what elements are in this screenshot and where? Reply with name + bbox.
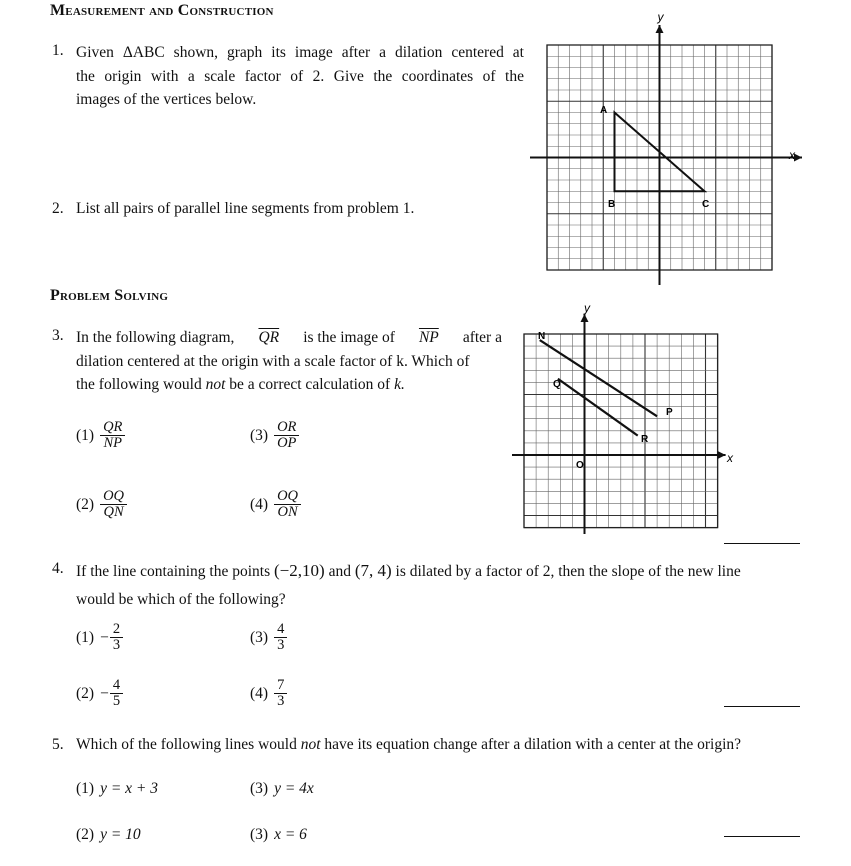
graph-1 — [530, 10, 810, 285]
question-5-text — [76, 736, 741, 754]
graph-2-x-label: x — [727, 451, 733, 465]
q5-choice-1[interactable] — [76, 780, 158, 798]
q4-line1-part-b: is dilated by a factor of 2, then the slope of the new line — [395, 563, 741, 580]
q4-answer-line[interactable] — [724, 706, 800, 707]
choice-label: (3) — [250, 628, 269, 646]
fraction-numerator: 7 — [277, 677, 285, 693]
fraction-numerator: 4 — [277, 621, 285, 637]
question-3-text — [76, 326, 502, 397]
q4-choice-2[interactable] — [76, 678, 123, 709]
fraction-denominator: 5 — [110, 693, 123, 709]
q5-choice-2[interactable] — [76, 826, 141, 844]
choice-label: (3) — [250, 426, 269, 444]
q3-choice-1[interactable] — [76, 420, 125, 451]
fraction-numerator: 4 — [112, 677, 121, 693]
q3-choice-3[interactable] — [250, 420, 299, 451]
q5-answer-line[interactable] — [724, 836, 800, 837]
graph-2-grid — [524, 334, 718, 528]
choice-label: (2) — [76, 684, 95, 702]
q4-point-2: (7, 4) — [354, 561, 392, 580]
segment-qr: $\overline{QR}$ — [258, 329, 280, 346]
vertex-a-label: A — [600, 105, 608, 116]
choice-label: (3) — [250, 780, 269, 797]
question-3-line-3 — [76, 373, 502, 397]
fraction-numerator: QR — [103, 419, 123, 435]
q4-line1-part-a: If the line containing the points — [76, 563, 271, 580]
question-1-text — [76, 41, 524, 112]
choice-fraction — [274, 489, 301, 520]
question-4-text — [76, 557, 806, 614]
q3-line3-part-b: be a correct calculation of — [229, 376, 391, 393]
question-1-line-3: images of the vertices below. — [76, 91, 257, 108]
segment-qr-line — [558, 379, 638, 436]
question-3-line-1 — [76, 326, 502, 350]
graph-1-y-label: y — [657, 10, 664, 24]
question-5-number: 5. — [52, 736, 64, 753]
y-axis-arrow — [581, 314, 589, 322]
question-1-number: 1. — [52, 42, 64, 59]
fraction-denominator: OP — [274, 435, 299, 451]
fraction-denominator: 3 — [274, 637, 287, 653]
choice-fraction — [100, 420, 125, 451]
question-2-text: List all pairs of parallel line segments from problem 1. — [76, 200, 415, 217]
q4-choice-4[interactable] — [250, 678, 287, 709]
question-3-line-2: dilation centered at the origin with a scale factor of k. Which of — [76, 352, 470, 370]
choice-fraction — [274, 622, 287, 653]
graph-1-x-label: x — [789, 148, 795, 162]
graph-2 — [508, 298, 748, 534]
q3-line1-part-a: In the following diagram, — [76, 329, 235, 346]
vertex-c-label: C — [702, 199, 710, 210]
choice-sign: − — [100, 684, 109, 702]
question-4-line-2: would be which of the following? — [76, 591, 286, 608]
choice-label: (1) — [76, 426, 95, 444]
q3-line1-part-b: is the image of — [303, 329, 395, 346]
x-axis-arrow — [718, 451, 726, 459]
q3-answer-line[interactable] — [724, 543, 800, 544]
fraction-numerator: OR — [277, 419, 297, 435]
choice-equation: y = 10 — [100, 826, 141, 843]
q4-choice-3[interactable] — [250, 622, 287, 653]
choice-label: (1) — [76, 628, 95, 646]
choice-label: (4) — [250, 495, 269, 513]
fraction-denominator: ON — [274, 504, 300, 520]
point-p-label: P — [666, 407, 673, 418]
choice-fraction — [274, 678, 287, 709]
q3-choice-2[interactable] — [76, 489, 127, 520]
x-axis-arrow — [794, 154, 802, 162]
choice-label: (4) — [250, 684, 269, 702]
choice-fraction — [274, 420, 299, 451]
point-q-label: Q — [553, 379, 561, 390]
graph-1-axes — [530, 25, 802, 285]
fraction-denominator: QN — [100, 504, 126, 520]
q3-variable-k: k. — [394, 376, 405, 393]
q3-not-emphasis: not — [205, 376, 226, 393]
choice-fraction — [110, 622, 123, 653]
vertex-b-label: B — [608, 199, 616, 210]
q3-choice-4[interactable] — [250, 489, 301, 520]
q5-choice-3b[interactable] — [250, 826, 307, 844]
choice-label: (3) — [250, 826, 269, 843]
question-4-number: 4. — [52, 560, 64, 577]
point-r-label: R — [641, 434, 649, 445]
question-1-line-1: Given ΔABC shown, graph its image after a dilation centered at — [76, 44, 524, 61]
fraction-denominator: 3 — [274, 693, 287, 709]
q5-text-part-b: have its equation change after a dilation with a center at the origin? — [324, 736, 742, 753]
choice-fraction — [110, 678, 123, 709]
fraction-numerator: 2 — [112, 621, 121, 637]
question-4-line-1 — [76, 557, 806, 586]
graph-2-y-label: y — [584, 301, 590, 315]
choice-label: (1) — [76, 780, 95, 797]
q3-line3-part-a: the following would — [76, 376, 202, 393]
q5-not-emphasis: not — [300, 736, 321, 753]
q4-choice-1[interactable] — [76, 622, 123, 653]
question-2-number: 2. — [52, 200, 64, 217]
choice-equation: y = x + 3 — [100, 780, 159, 797]
point-o-label: O — [576, 460, 584, 471]
question-1-line-2: the origin with a scale factor of 2. Give the coordinates of the — [76, 67, 524, 85]
q3-line1-part-c: after a — [462, 329, 502, 346]
q5-choice-3[interactable] — [250, 780, 314, 798]
segment-np: $\overline{NP}$ — [418, 329, 439, 346]
section-heading-problem-solving: Problem Solving — [50, 287, 169, 304]
q4-point-1: (−2,10) — [274, 561, 325, 580]
question-3-number: 3. — [52, 327, 64, 344]
point-n-label: N — [538, 331, 546, 342]
section-heading-measurement: Measurement and Construction — [50, 2, 274, 19]
fraction-denominator: NP — [100, 435, 125, 451]
y-axis-arrow — [656, 25, 664, 33]
q4-and: and — [328, 563, 351, 580]
choice-label: (2) — [76, 495, 95, 513]
fraction-numerator: OQ — [103, 488, 125, 504]
choice-fraction — [100, 489, 127, 520]
choice-equation: x = 6 — [274, 826, 307, 843]
choice-label: (2) — [76, 826, 95, 843]
fraction-denominator: 3 — [110, 637, 123, 653]
fraction-numerator: OQ — [277, 488, 299, 504]
choice-sign: − — [100, 628, 109, 646]
choice-equation: y = 4x — [274, 780, 314, 797]
q5-text-part-a: Which of the following lines would — [76, 736, 297, 753]
